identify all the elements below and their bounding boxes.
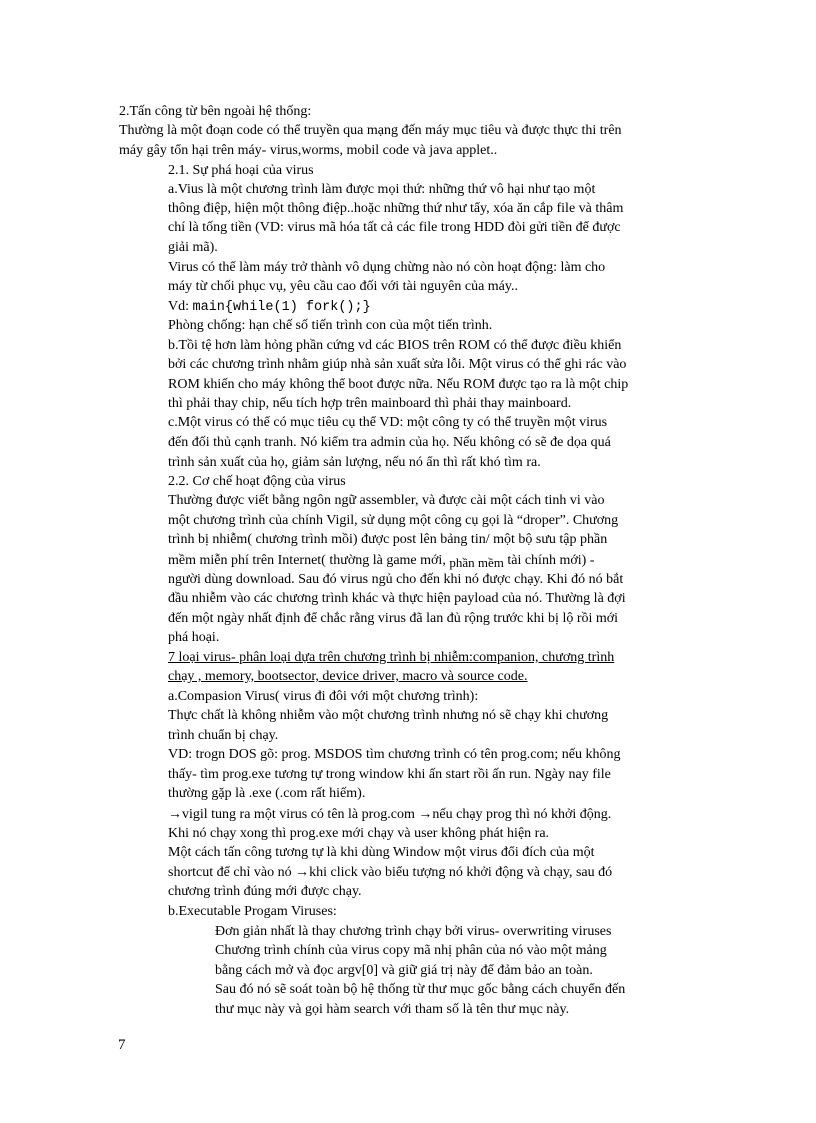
executable-line-4: Sau đó nó sẽ soát toàn bộ hệ thống từ thư mục gốc bằng cách chuyển đến [215, 982, 626, 997]
para-c-line-3: trình sản xuất của họ, giảm sản lượng, nếu nó ẩn thì rất khó tìm ra. [168, 455, 541, 470]
executable-line-5: thư mục này và gọi hàm search với tham số là tên thư mục này. [215, 1002, 570, 1017]
shortcut-line-2 [168, 863, 612, 882]
section-heading: 2.Tấn công từ bên ngoài hệ thống: [119, 104, 312, 119]
arrow-right-icon: → [168, 807, 182, 822]
types-line-1: 7 loại virus- phân loại dựa trên chương trình bị nhiễm:companion, chương trình [168, 650, 615, 665]
para-b-line-3: ROM khiến cho máy không thể boot được nữa. Nếu ROM được tạo ra là một chip [168, 377, 629, 392]
intro-line-1: Thường là một đoạn code có thể truyền qua mạng đến máy mục tiêu và được thực thi trên [119, 123, 622, 138]
shortcut-line-3: chương trình đúng mới được chạy. [168, 884, 362, 899]
vd-label: Vd: [168, 299, 189, 314]
mech-line-1: Thường được viết bằng ngôn ngữ assembler, và được cài một cách tinh vi vào [168, 493, 605, 508]
para-a-line-2: thông điệp, hiện một thông điệp..hoặc những thứ như tẩy, xóa ăn cắp file và thâm [168, 201, 624, 216]
companion-line-3: VD: trogn DOS gõ: prog. MSDOS tìm chương trình có tên prog.com; nếu không [168, 747, 621, 762]
para-b-line-1: b.Tồi tệ hơn làm hỏng phần cứng vd các BIOS trên ROM có thể được điều khiển [168, 338, 622, 353]
executable-line-2: Chương trình chính của virus copy mã nhị phân của nó vào một mảng [215, 943, 607, 958]
dos-line-1: Virus có thể làm máy trở thành vô dụng chừng nào nó còn hoạt động: làm cho [168, 260, 606, 275]
companion-title: a.Compasion Virus( virus đi đôi với một chương trình): [168, 689, 479, 704]
code-snippet: main{while(1) fork();} [192, 300, 371, 315]
subsection-2-2-title: 2.2. Cơ chế hoạt động của virus [168, 474, 346, 489]
mech-line-4-b: phần mềm [449, 555, 504, 570]
companion-line-5: thường gặp là .exe (.com rất hiếm). [168, 786, 366, 801]
mech-line-6: đầu nhiễm vào các chương trình khác và thực hiện payload của nó. Thường là đợi [168, 591, 626, 606]
mech-line-4 [168, 550, 594, 569]
vigil-line-1-b: nếu chạy prog thì nó khởi động. [432, 807, 612, 822]
executable-title: b.Executable Progam Viruses: [168, 904, 337, 919]
shortcut-line-2-b: khi click vào biểu tượng nó khởi động và chạy, sau đó [309, 865, 613, 880]
mech-line-5: người dùng download. Sau đó virus ngủ cho đến khi nó được chạy. Khi đó nó bắt [168, 572, 624, 587]
mech-line-4-a: mềm miễn phí trên Internet( thường là game mới, [168, 553, 446, 568]
vd-code-line [168, 297, 371, 316]
dos-line-2: máy từ chối phục vụ, yêu cầu cao đối với tài nguyên của máy.. [168, 279, 518, 294]
mech-line-2: một chương trình của chính Vigil, sử dụng một công cụ gọi là “droper”. Chương [168, 513, 619, 528]
companion-line-2: trình chuẩn bị chạy. [168, 728, 279, 743]
types-line-2: chạy , memory, bootsector, device driver, macro và source code. [168, 669, 528, 684]
defense-line: Phòng chống: hạn chế số tiến trình con của một tiến trình. [168, 318, 493, 333]
mech-line-8: phá hoại. [168, 630, 220, 645]
intro-line-2: máy gây tổn hại trên máy- virus,worms, mobil code và java applet.. [119, 143, 498, 158]
mech-line-4-c: tài chính mới) - [507, 553, 595, 568]
para-a-line-4: giải mã). [168, 240, 218, 255]
page-number: 7 [118, 1037, 126, 1053]
companion-line-1: Thực chất là không nhiễm vào một chương trình nhưng nó sẽ chạy khi chương [168, 708, 609, 723]
para-a-line-1: a.Vius là một chương trình làm được mọi thứ: những thứ vô hại như tạo một [168, 182, 596, 197]
para-c-line-2: đến đối thủ cạnh tranh. Nó kiểm tra admin của họ. Nếu không có sẽ đe dọa quá [168, 435, 611, 450]
para-b-line-2: bởi các chương trình nhằm giúp nhà sản xuất sửa lỗi. Một virus có thể ghi rác vào [168, 357, 627, 372]
para-a-line-3: chí là tống tiền (VD: virus mã hóa tất cả các file trong HDD đòi gửi tiền để được [168, 220, 621, 235]
shortcut-line-1: Một cách tấn công tương tự là khi dùng Window một virus đổi đích của một [168, 845, 595, 860]
arrow-right-icon: → [418, 807, 433, 822]
mech-line-7: đến một ngày nhất định để chắc rằng virus đã lan đủ rộng trước khi bị lộ rồi mới [168, 611, 619, 626]
vigil-line-2: Khi nó chạy xong thì prog.exe mới chạy và user không phát hiện ra. [168, 826, 550, 841]
executable-line-3: bằng cách mở và đọc argv[0] và giữ giá trị này để đảm bảo an toàn. [215, 963, 593, 978]
para-b-line-4: thì phải thay chip, nếu tích hợp trên mainboard thì phải thay mainboard. [168, 396, 572, 411]
vigil-line-1-a: vigil tung ra một virus có tên là prog.com [182, 807, 415, 822]
vigil-line-1 [168, 805, 611, 824]
mech-line-3: trình bị nhiễm( chương trình mồi) được post lên bảng tin/ một bộ sưu tập phần [168, 532, 608, 547]
arrow-right-icon: → [295, 865, 310, 880]
companion-line-4: thấy- tìm prog.exe tương tự trong window khi ấn start rồi ấn run. Ngày nay file [168, 767, 611, 782]
subsection-2-1-title: 2.1. Sự phá hoại của virus [168, 163, 314, 178]
shortcut-line-2-a: shortcut để chỉ vào nó [168, 865, 292, 880]
para-c-line-1: c.Một virus có thể có mục tiêu cụ thể VD: một công ty có thể truyền một virus [168, 415, 608, 430]
executable-line-1: Đơn giản nhất là thay chương trình chạy bởi virus- overwriting viruses [215, 924, 612, 939]
